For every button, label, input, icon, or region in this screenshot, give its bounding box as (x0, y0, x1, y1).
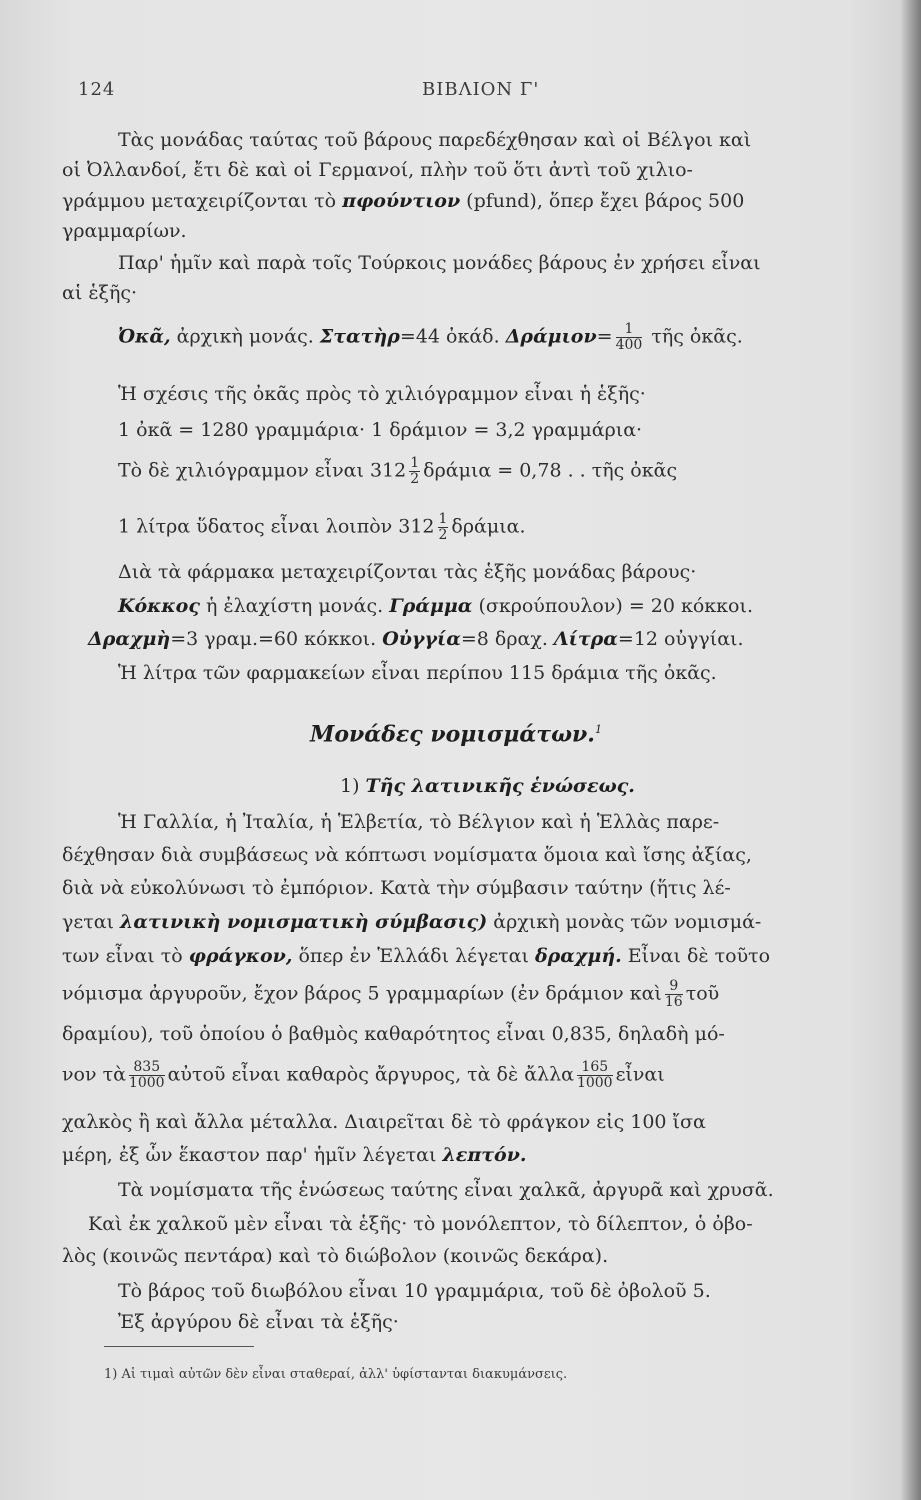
text-line: δέχθησαν διὰ συμβάσεως νὰ κόπτωσι νομίσματα ὅμοια καὶ ἴσης ἀξίας, (62, 844, 752, 866)
text-line: νόμισμα ἀργυροῦν, ἔχον βάρος 5 γραμμαρίων (ἐν δράμιον καὶ $\frac{9}{16}$ τοῦ (62, 978, 720, 1010)
text-line: μέρη, ἐξ ὧν ἕκαστον παρ' ἡμῖν λέγεται λεπτόν. (62, 1144, 527, 1166)
text-line: Ἡ σχέσις τῆς ὀκᾶς πρὸς τὸ χιλιόγραμμον εἶναι ἡ ἑξῆς· (118, 383, 646, 405)
text-line: γραμμαρίων. (62, 220, 187, 242)
text-line: 1 ὀκᾶ = 1280 γραμμάρια· 1 δράμιον = 3,2 γραμμάρια· (118, 419, 643, 441)
page-number: 124 (78, 79, 116, 100)
term-litra: Λίτρα (553, 628, 618, 650)
text-line: οἱ Ὀλλανδοί, ἔτι δὲ καὶ οἱ Γερμανοί, πλὴν τοῦ ὅτι ἀντὶ τοῦ χιλιο- (62, 159, 693, 181)
term-drachmi-coin: δραχμή. (535, 945, 622, 967)
fraction: $\frac{1}{2}$ (438, 511, 448, 543)
term-dramion: Δράμιον (505, 325, 597, 348)
text-line: Κόκκος ἡ ἐλαχίστη μονάς. Γράμμα (σκρούπουλον) = 20 κόκκοι. (118, 595, 753, 617)
term-kokkos: Κόκκος (118, 595, 200, 617)
text-line: χαλκὸς ἢ καὶ ἄλλα μέταλλα. Διαιρεῖται δὲ τὸ φράγκον εἰς 100 ἴσα (62, 1111, 706, 1133)
text-line: 1 λίτρα ὕδατος εἶναι λοιπὸν 312 $\frac{1}{2}$ δράμια. (118, 511, 526, 543)
term-oka: Ὀκᾶ, (118, 325, 171, 348)
text-line: γεται λατινικὴ νομισματικὴ σύμβασις) ἀρχικὴ μονὰς τῶν νομισμά- (62, 911, 762, 933)
text-line: Ἐξ ἀργύρου δὲ εἶναι τὰ ἑξῆς· (118, 1311, 399, 1333)
text-line: διὰ νὰ εὐκολύνωσι τὸ ἐμπόριον. Κατὰ τὴν σύμβασιν ταύτην (ἥτις λέ- (62, 877, 731, 899)
fraction: $\frac{835}{1000}$ (128, 1059, 165, 1091)
text-line: νον τὰ $\frac{835}{1000}$ αὐτοῦ εἶναι καθαρὸς ἄργυρος, τὰ δὲ ἄλλα $\frac{165}{1000}$ εἶναι (62, 1059, 665, 1091)
text-line: Δραχμὴ=3 γραμ.=60 κόκκοι. Οὐγγία=8 δραχ. Λίτρα=12 οὐγγίαι. (88, 628, 744, 650)
footnote: 1) Αἱ τιμαὶ αὐτῶν δὲν εἶναι σταθεραί, ἀλλ' ὑφίστανται διακυμάνσεις. (104, 1367, 568, 1382)
text-line: δραμίου), τοῦ ὁποίου ὁ βαθμὸς καθαρότητος εἶναι 0,835, δηλαδὴ μό- (62, 1023, 725, 1045)
term-drachmi: Δραχμὴ (88, 628, 171, 650)
text-line: Τὰς μονάδας ταύτας τοῦ βάρους παρεδέχθησαν καὶ οἱ Βέλγοι καὶ (118, 129, 752, 151)
fraction: $\frac{165}{1000}$ (576, 1059, 613, 1091)
footnote-ref: 1 (594, 723, 602, 736)
units-line: Ὀκᾶ, ἀρχικὴ μονάς. Στατὴρ=44 ὀκάδ. Δράμιον= $\frac{1}{400}$ τῆς ὀκᾶς. (118, 321, 743, 353)
term-stater: Στατὴρ (319, 325, 400, 348)
term-convention: λατινικὴ νομισματικὴ σύμβασις) (120, 911, 488, 933)
term-oungia: Οὐγγία (382, 628, 461, 650)
term-fragkon: φράγκον, (188, 945, 293, 967)
text-line: Ἡ Γαλλία, ἡ Ἰταλία, ἡ Ἑλβετία, τὸ Βέλγιον καὶ ἡ Ἑλλὰς παρε- (118, 811, 720, 833)
book-spine-shadow (901, 0, 921, 1500)
text-line: Καὶ ἐκ χαλκοῦ μὲν εἶναι τὰ ἑξῆς· τὸ μονόλεπτον, τὸ δίλεπτον, ὁ ὀβο- (88, 1213, 753, 1235)
term-pfountion: πφούντιον (342, 190, 461, 212)
text-line: Παρ' ἡμῖν καὶ παρὰ τοῖς Τούρκοις μονάδες βάρους ἐν χρήσει εἶναι (118, 252, 761, 274)
text-line: λὸς (κοινῶς πεντάρα) καὶ τὸ διώβολον (κοινῶς δεκάρα). (62, 1245, 609, 1267)
fraction: $\frac{1}{400}$ (615, 321, 643, 353)
term-gramma: Γράμμα (389, 595, 473, 617)
fraction: $\frac{1}{2}$ (410, 455, 420, 487)
term-lepton: λεπτόν. (442, 1144, 527, 1166)
fraction: $\frac{9}{16}$ (664, 978, 683, 1010)
text-line: Ἡ λίτρα τῶν φαρμακείων εἶναι περίπου 115 δράμια τῆς ὀκᾶς. (118, 662, 717, 684)
subsection-heading: 1) Τῆς λατινικῆς ἑνώσεως. (340, 775, 635, 797)
section-heading: Μονάδες νομισμάτων.$^1$ (310, 721, 602, 748)
text-line: Τὸ δὲ χιλιόγραμμον εἶναι 312 $\frac{1}{2}$ δράμια = 0,78 . . τῆς ὀκᾶς (118, 455, 678, 487)
running-title: ΒΙΒΛΙΟΝ Γ' (422, 79, 540, 100)
footnote-rule (104, 1346, 254, 1347)
text-line: Τὸ βάρος τοῦ διωβόλου εἶναι 10 γραμμάρια, τοῦ δὲ ὀβολοῦ 5. (118, 1280, 711, 1302)
text-line: Τὰ νομίσματα τῆς ἑνώσεως ταύτης εἶναι χαλκᾶ, ἀργυρᾶ καὶ χρυσᾶ. (118, 1179, 774, 1201)
text-line: Διὰ τὰ φάρμακα μεταχειρίζονται τὰς ἑξῆς μονάδας βάρους· (118, 561, 697, 583)
text-line: γράμμου μεταχειρίζονται τὸ πφούντιον (pfund), ὅπερ ἔχει βάρος 500 (62, 190, 745, 212)
text-line: των εἶναι τὸ φράγκον, ὅπερ ἐν Ἑλλάδι λέγεται δραχμή. Εἶναι δὲ τοῦτο (62, 945, 771, 967)
text-line: αἱ ἑξῆς· (62, 282, 138, 304)
